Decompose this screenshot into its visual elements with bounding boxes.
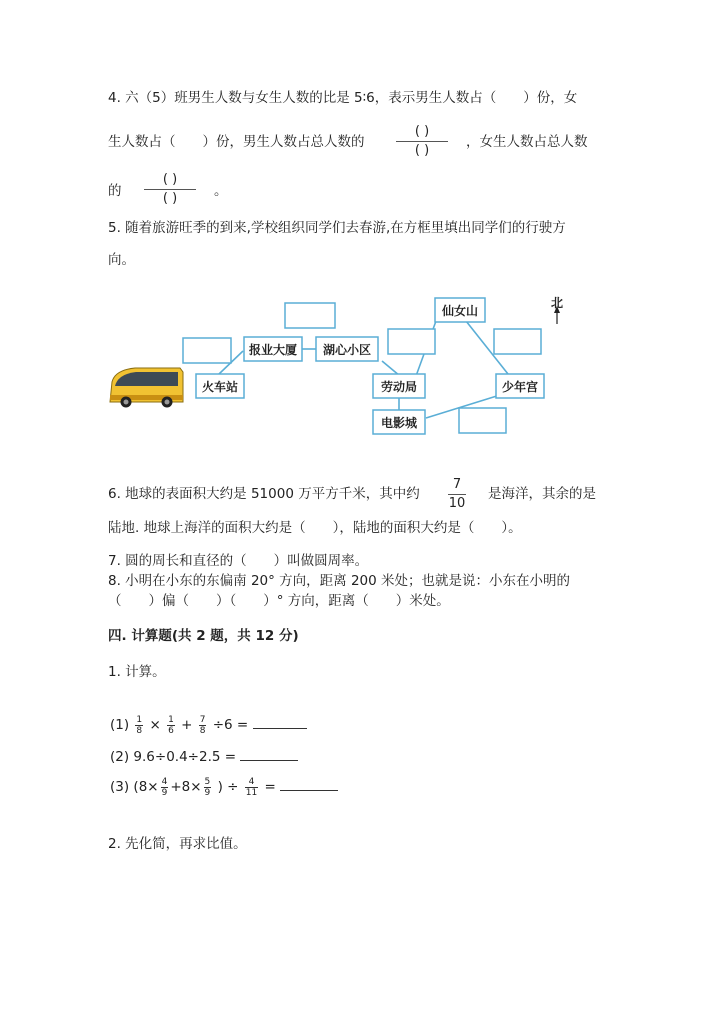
problem-label: (3) [110, 779, 130, 795]
calc2-title: 2. 先化简，再求比值。 [108, 836, 247, 852]
fraction: $\frac{4}{9}$ [161, 776, 168, 798]
answer-blank[interactable] [240, 744, 298, 761]
route-lines [219, 321, 508, 418]
q7-text: 7. 圆的周长和直径的（ ）叫做圆周率。 [108, 553, 369, 569]
calc1-problem-1: (1) $\frac{1}{8}$ × $\frac{1}{6}$ + $\frac{7}{8}$ ÷6 = [110, 712, 307, 737]
label-laodongju: 劳动局 [380, 380, 418, 394]
fraction-denominator: ( ) [162, 191, 178, 206]
answer-blank[interactable] [280, 774, 338, 791]
bus-icon [110, 368, 183, 408]
section-title: 四. 计算题(共 2 题，共 12 分) [108, 628, 299, 644]
fraction: $\frac{1}{8}$ [136, 714, 143, 736]
north-label: 北 [550, 296, 564, 310]
calc1-problem-2: (2) 9.6÷0.4÷2.5 = [110, 744, 298, 769]
q6-line2: 陆地. 地球上海洋的面积大约是（ ），陆地的面积大约是（ ）。 [108, 520, 522, 536]
label-huochezhan: 火车站 [201, 380, 239, 394]
fraction-denominator: ( ) [414, 143, 430, 158]
answer-box-3[interactable] [388, 329, 435, 354]
fraction: $\frac{5}{9}$ [204, 776, 211, 798]
fraction-denominator: 10 [448, 496, 466, 511]
q4-line3b: 。 [214, 183, 228, 199]
problem-label: (1) [110, 717, 130, 733]
fraction: $\frac{4}{11}$ [245, 776, 258, 798]
fraction: $\frac{1}{6}$ [168, 714, 174, 736]
q4-line2b: ，女生人数占总人数 [466, 134, 588, 150]
fraction-numerator: ( ) [162, 172, 178, 187]
answer-box-2[interactable] [183, 338, 231, 363]
answer-blank[interactable] [253, 712, 307, 729]
label-shaoniangong: 少年宫 [501, 380, 539, 394]
problem-label: (2) [110, 749, 130, 765]
fraction: $\frac{7}{8}$ [199, 714, 206, 736]
label-baoye: 报业大厦 [248, 343, 298, 357]
fraction-numerator: ( ) [414, 124, 430, 139]
calc1-title: 1. 计算。 [108, 664, 166, 680]
q6-line1b: 是海洋，其余的是 [488, 486, 596, 502]
answer-box-5[interactable] [459, 408, 506, 433]
q4-line3a: 的 [108, 183, 122, 199]
q8-line2: （ ）偏（ ）（ ）° 方向，距离（ ）米处。 [108, 593, 450, 609]
calc1-problem-3: (3) (8× $\frac{4}{9}$ +8× $\frac{5}{9}$ ) ÷ $\frac{4}{11}$ = [110, 774, 338, 800]
q5-line2: 向。 [108, 252, 135, 268]
q6-fraction [448, 477, 466, 512]
q4-line1: 4. 六（5）班男生人数与女生人数的比是 5∶6，表示男生人数占（ ）份，女 [108, 90, 578, 106]
q5-line1: 5. 随着旅游旺季的到来,学校组织同学们去春游,在方框里填出同学们的行驶方 [108, 220, 566, 236]
answer-box-4[interactable] [494, 329, 541, 354]
q8-line1: 8. 小明在小东的东偏南 20° 方向，距离 200 米处；也就是说：小东在小明的 [108, 573, 571, 589]
label-huxin: 湖心小区 [322, 343, 372, 357]
fraction-numerator: 7 [452, 477, 462, 492]
answer-box-1[interactable] [285, 303, 335, 328]
label-xiannvshan: 仙女山 [441, 304, 479, 318]
q4-line2a: 生人数占（ ）份，男生人数占总人数的 [108, 134, 365, 150]
q6-line1a: 6. 地球的表面积大约是 51000 万平方千米，其中约 [108, 486, 420, 502]
route-map [0, 0, 720, 460]
label-dianyingcheng: 电影城 [380, 416, 418, 430]
